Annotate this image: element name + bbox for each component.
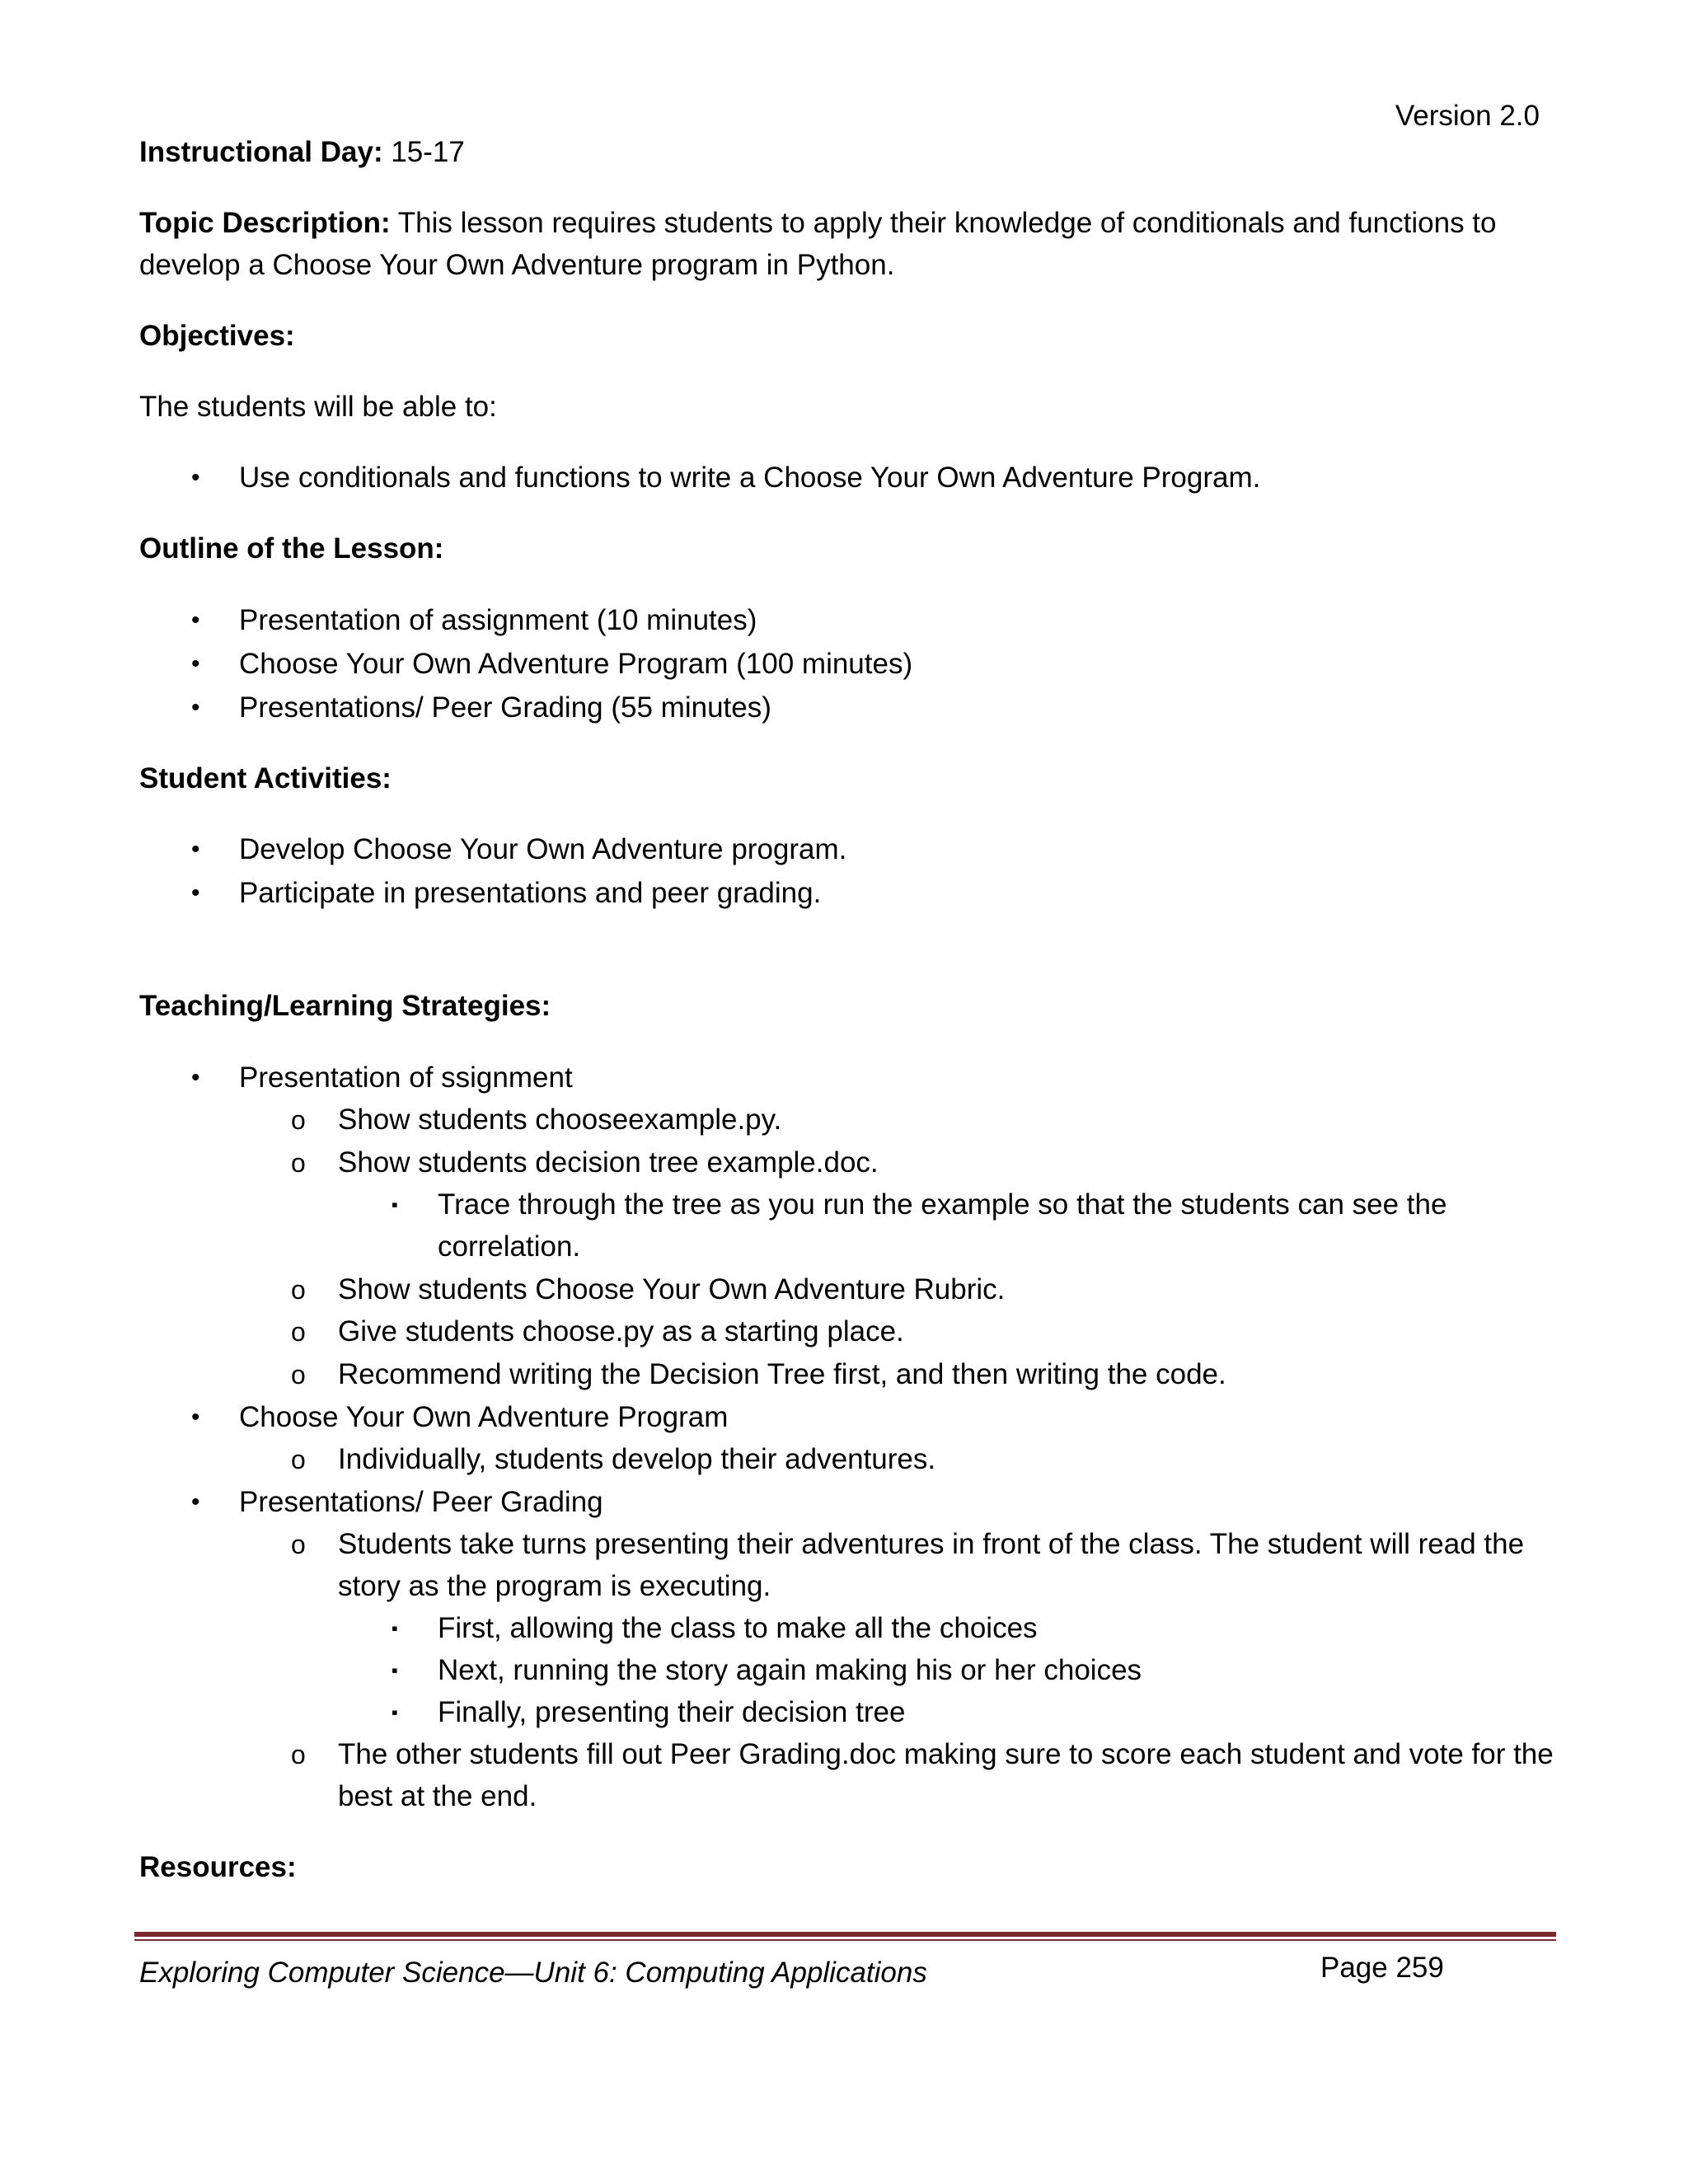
- page-number: Page 259: [1320, 1952, 1444, 1984]
- version-label: Version 2.0: [1395, 100, 1540, 132]
- strategy-subitem-text: Give students choose.py as a starting place.: [338, 1315, 904, 1347]
- strategy-subitem-text: Recommend writing the Decision Tree first, and then writing the code.: [338, 1358, 1226, 1390]
- bullet-icon: •: [191, 836, 200, 863]
- activity-text: Participate in presentations and peer grading.: [239, 877, 822, 909]
- strategy-subsubitem-text: First, allowing the class to make all the choices: [438, 1612, 1038, 1644]
- topic-description-line1: [139, 202, 1496, 245]
- outline-item-text: Presentations/ Peer Grading (55 minutes): [239, 691, 771, 724]
- strategy-subitem-text: best at the end.: [338, 1780, 537, 1812]
- footer-rule-thick: [134, 1932, 1556, 1937]
- square-bullet-icon: ▪: [392, 1194, 398, 1215]
- topic-description-text: This lesson requires students to apply their knowledge of conditionals and functions to: [397, 207, 1497, 239]
- instructional-day-value: 15-17: [391, 136, 465, 168]
- activities-heading: Student Activities:: [139, 762, 392, 794]
- instructional-day: [139, 131, 465, 174]
- objective-text: Use conditionals and functions to write a Choose Your Own Adventure Program.: [239, 462, 1261, 494]
- resources-heading: Resources:: [139, 1851, 297, 1883]
- activity-text: Develop Choose Your Own Adventure program.: [239, 833, 847, 865]
- bullet-icon: •: [191, 694, 200, 721]
- topic-description-label: Topic Description:: [139, 207, 391, 239]
- strategy-subitem-text: The other students fill out Peer Grading.doc making sure to score each student and vote for the: [338, 1738, 1554, 1770]
- strategy-text: Presentations/ Peer Grading: [239, 1486, 603, 1518]
- bullet-icon: •: [191, 607, 200, 634]
- objectives-intro: The students will be able to:: [139, 391, 497, 423]
- strategy-subitem-text: Individually, students develop their adventures.: [338, 1443, 936, 1475]
- bullet-icon: •: [191, 879, 200, 907]
- strategy-subitem-text: story as the program is executing.: [338, 1570, 771, 1602]
- footer-title: Exploring Computer Science—Unit 6: Computing Applications: [139, 1957, 927, 1989]
- strategy-subitem-text: Students take turns presenting their adventures in front of the class. The student will read the: [338, 1528, 1525, 1560]
- circle-bullet-icon: o: [291, 1740, 306, 1769]
- strategy-subitem-text: Show students decision tree example.doc.: [338, 1146, 879, 1179]
- circle-bullet-icon: o: [291, 1445, 306, 1474]
- footer-rule-thin: [134, 1939, 1556, 1941]
- bullet-icon: •: [191, 1064, 200, 1091]
- strategy-subsubitem-text: correlation.: [438, 1230, 581, 1263]
- objectives-heading: Objectives:: [139, 320, 295, 352]
- square-bullet-icon: ▪: [392, 1702, 398, 1722]
- strategy-text: Choose Your Own Adventure Program: [239, 1401, 729, 1433]
- outline-heading: Outline of the Lesson:: [139, 532, 444, 565]
- square-bullet-icon: ▪: [392, 1618, 398, 1638]
- circle-bullet-icon: o: [291, 1317, 306, 1347]
- circle-bullet-icon: o: [291, 1530, 306, 1559]
- square-bullet-icon: ▪: [392, 1660, 398, 1680]
- circle-bullet-icon: o: [291, 1105, 306, 1135]
- circle-bullet-icon: o: [291, 1275, 306, 1305]
- bullet-icon: •: [191, 1404, 200, 1431]
- strategy-text: Presentation of ssignment: [239, 1062, 573, 1094]
- strategies-heading: Teaching/Learning Strategies:: [139, 990, 551, 1022]
- outline-item-text: Choose Your Own Adventure Program (100 minutes): [239, 648, 913, 680]
- bullet-icon: •: [191, 650, 200, 677]
- strategy-subsubitem-text: Next, running the story again making his or her choices: [438, 1654, 1142, 1686]
- bullet-icon: •: [191, 464, 200, 491]
- strategy-subsubitem-text: Trace through the tree as you run the example so that the students can see the: [438, 1188, 1447, 1221]
- strategy-subitem-text: Show students chooseexample.py.: [338, 1104, 782, 1136]
- bullet-icon: •: [191, 1488, 200, 1516]
- circle-bullet-icon: o: [291, 1148, 306, 1178]
- topic-description-line2: develop a Choose Your Own Adventure program in Python.: [139, 249, 895, 281]
- strategy-subsubitem-text: Finally, presenting their decision tree: [438, 1696, 906, 1728]
- circle-bullet-icon: o: [291, 1360, 306, 1390]
- instructional-day-label: Instructional Day:: [139, 136, 383, 168]
- strategy-subitem-text: Show students Choose Your Own Adventure Rubric.: [338, 1273, 1006, 1305]
- outline-item-text: Presentation of assignment (10 minutes): [239, 604, 757, 636]
